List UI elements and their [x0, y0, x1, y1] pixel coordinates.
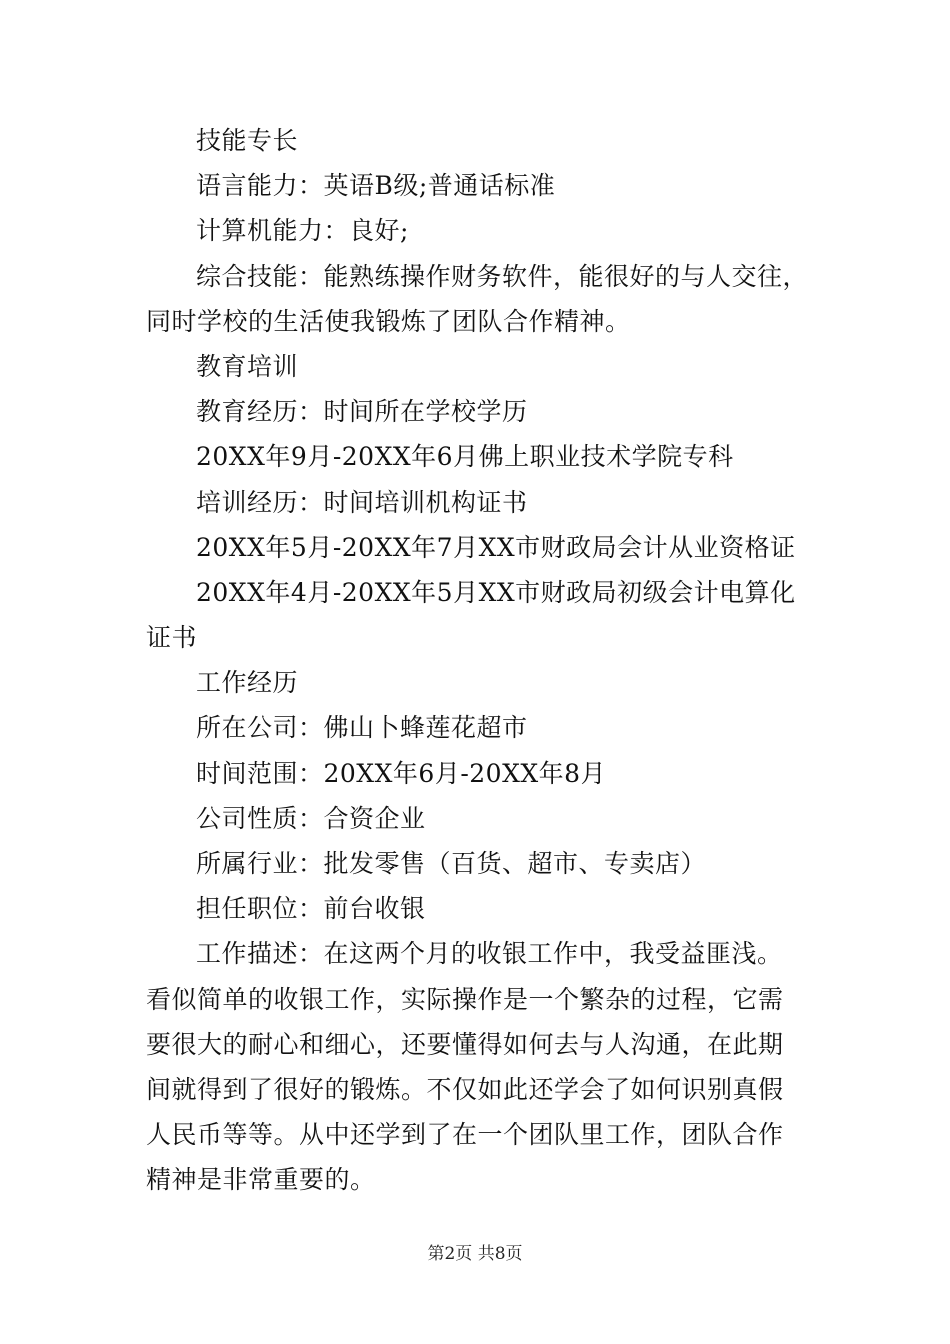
text-line-company: 所在公司：佛山卜蜂莲花超市 [196, 713, 528, 743]
text-line-computer: 计算机能力：良好; [196, 216, 409, 246]
text-line-job-description-cont-5: 精神是非常重要的。 [146, 1165, 376, 1195]
text-line-language: 语言能力：英语B级;普通话标准 [196, 171, 556, 201]
text-line-company-type: 公司性质：合资企业 [196, 803, 426, 833]
section-heading-work: 工作经历 [196, 668, 299, 698]
text-line-time-range: 时间范围：20XX年6月-20XX年8月 [196, 758, 607, 788]
section-heading-education: 教育培训 [196, 351, 299, 381]
text-line-training-entry-2: 20XX年4月-20XX年5月XX市财政局初级会计电算化 [196, 577, 796, 607]
text-line-job-description: 工作描述：在这两个月的收银工作中，我受益匪浅。 [196, 939, 783, 969]
text-line-job-description-cont-4: 人民币等等。从中还学到了在一个团队里工作，团队合作 [146, 1120, 784, 1150]
text-line-position: 担任职位：前台收银 [196, 894, 426, 924]
text-line-training-entry-2-cont: 证书 [146, 623, 198, 653]
text-line-comprehensive-skills: 综合技能：能熟练操作财务软件，能很好的与人交往， [196, 261, 809, 291]
text-line-training-header: 培训经历：时间培训机构证书 [196, 487, 528, 517]
section-heading-skills: 技能专长 [196, 126, 299, 155]
text-line-industry: 所属行业：批发零售（百货、超市、专卖店） [196, 849, 707, 878]
text-line-job-description-cont-1: 看似简单的收银工作，实际操作是一个繁杂的过程，它需 [146, 984, 784, 1014]
text-line-job-description-cont-3: 间就得到了很好的锻炼。不仅如此还学会了如何识别真假 [146, 1074, 784, 1104]
page-number-footer: 第2页 共8页 [427, 1244, 523, 1264]
text-line-education-entry: 20XX年9月-20XX年6月佛上职业技术学院专科 [196, 442, 734, 472]
text-line-education-header: 教育经历：时间所在学校学历 [196, 397, 528, 427]
text-line-comprehensive-skills-cont: 同时学校的生活使我锻炼了团队合作精神。 [146, 306, 631, 336]
text-line-training-entry-1: 20XX年5月-20XX年7月XX市财政局会计从业资格证 [196, 532, 796, 562]
text-line-job-description-cont-2: 要很大的耐心和细心，还要懂得如何去与人沟通，在此期 [146, 1029, 784, 1059]
document-body [146, 118, 836, 1203]
